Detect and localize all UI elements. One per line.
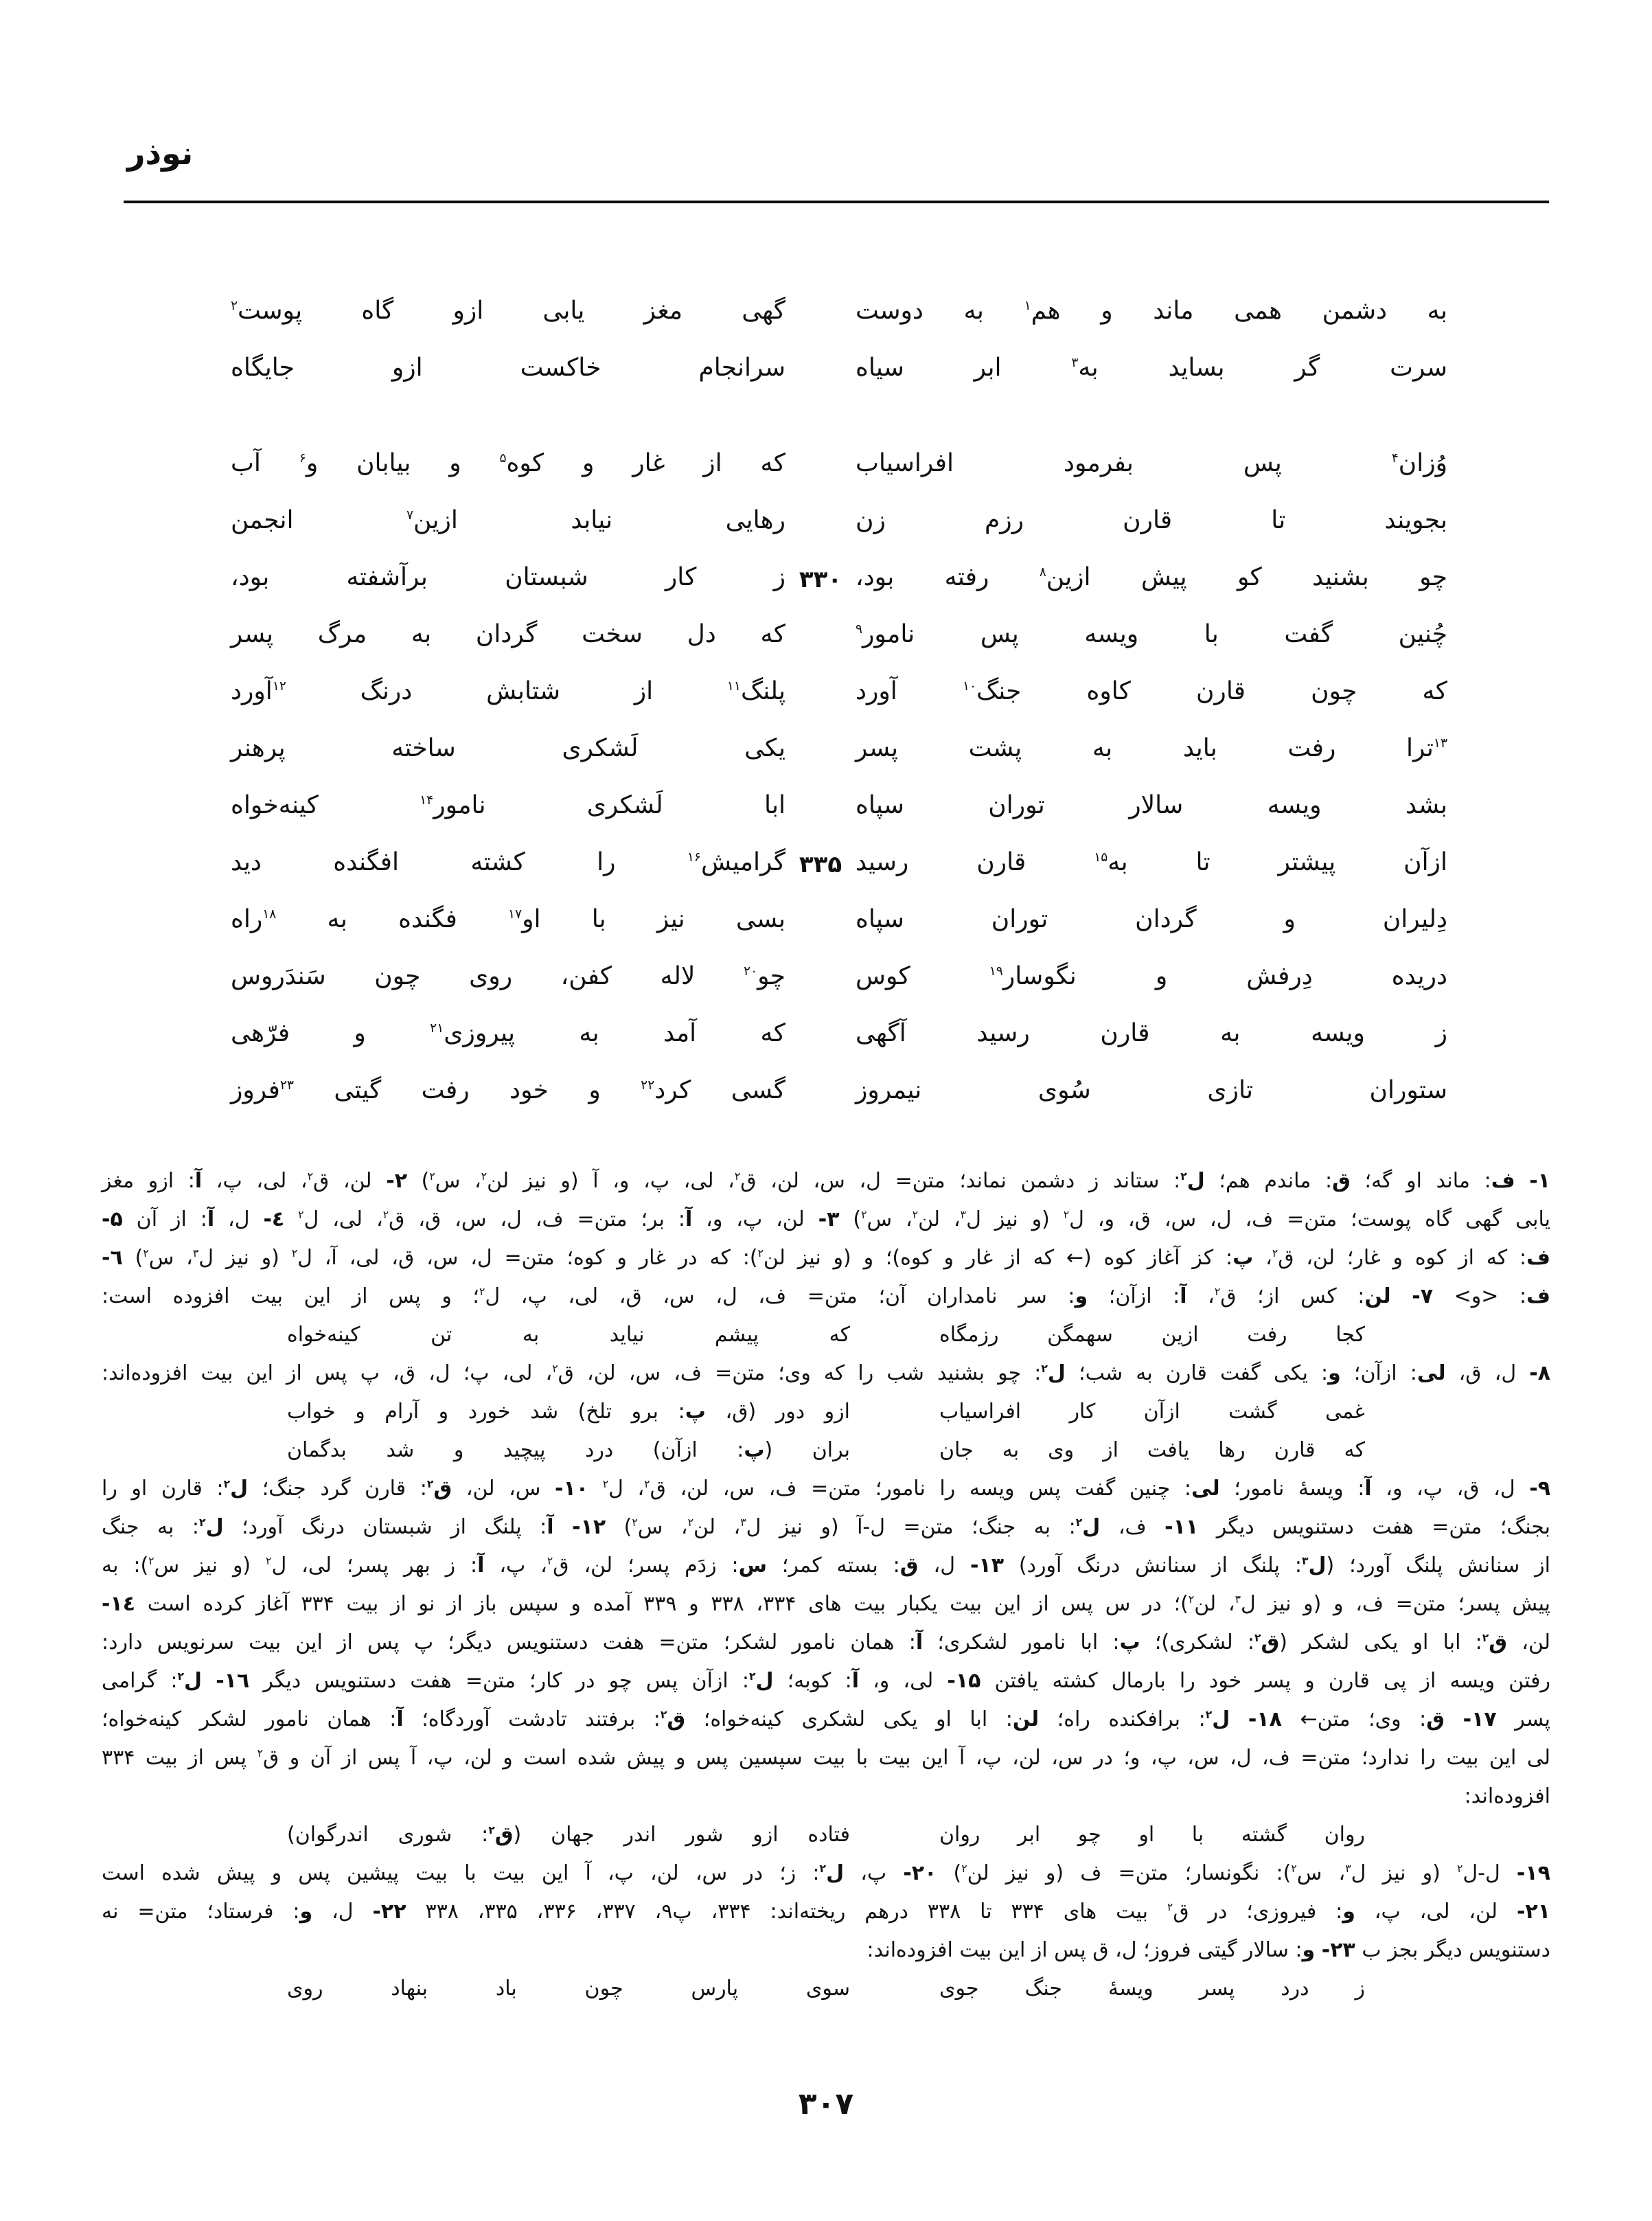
apparatus-line: لن، ق$^۲$: ابا او یکی لشکر (ق$^۲$: لشکری)؛ پ: ابا نامور لشکری؛ آ: همان نامور لشکر؛ متن= هفت دستنویس دیگر؛ پ پس از این بیت سرنویس دارد: (102, 1630, 1550, 1654)
verse-number (785, 734, 856, 737)
hemistich-right: بجویند تا قارن رزم زن (856, 506, 1447, 534)
verse-row (231, 1076, 1447, 1133)
apparatus-verse-left: فتاده ازو شور اندر جهان (ق$^۲$: شوری اندرگوان) (287, 1823, 850, 1847)
verse-row (231, 905, 1447, 962)
verse-row (231, 734, 1447, 791)
verse-row (231, 791, 1447, 848)
apparatus-verse-left: که پیشم نیاید به تن کینه‌خواه (287, 1323, 850, 1347)
verse-number (785, 297, 856, 299)
verse-number (785, 506, 856, 509)
poem-verses (231, 297, 1447, 1133)
verse-number: ۳۳۰ (799, 566, 842, 593)
hemistich-left: رهایی نیابد ازین$^۷$ انجمن (231, 506, 786, 534)
hemistich-right: به دشمن همی ماند و هم$^۱$ به دوست (856, 297, 1448, 325)
hemistich-right: ز ویسه به قارن رسید آگهی (856, 1019, 1447, 1047)
apparatus-verse-left: ازو دور (ق، پ: برو تلخ) شد خورد و آرام و خواب (287, 1400, 850, 1424)
verse-number (785, 449, 856, 452)
page-number: ۳۰۷ (798, 2086, 854, 2121)
hemistich-right: چُنین گفت با ویسه پس نامور$^۹$ (856, 620, 1447, 648)
apparatus-verse-line (102, 1316, 1550, 1354)
hemistich-right: ستوران تازی سُوی نیمروز (856, 1076, 1447, 1104)
verse-row (231, 620, 1447, 677)
verse-row (231, 1019, 1447, 1076)
verse-number (785, 677, 856, 680)
apparatus-line: از سنانش پلنگ آورد؛ (ل$^۳$: پلنگ از سنانش درنگ آورد) ۱۳- ل، ق: بسته کمر؛ س: زدَم پسر؛ لن، ق$^۲$، پ، آ: ز بهر پسر؛ لی، ل$^۲$ (و نیز س$^۲$): به (102, 1553, 1550, 1578)
critical-apparatus (102, 1162, 1550, 2008)
verse-row (231, 848, 1447, 905)
hemistich-left: پلنگ$^{۱۱}$ از شتابش درنگ $^{۱۲}$آورد (231, 677, 785, 705)
apparatus-line: ۱- ف: ماند او گه؛ ق: ماندم هم؛ ل$^۲$: ستاند ز دشمن نماند؛ متن= ل، س، لن، ق$^۲$، لی، پ، و، آ (و نیز لن$^۲$، س$^۲$) ۲- لن، ق$^۲$، لی، پ، آ: ازو مغز (102, 1169, 1550, 1193)
verse-row (231, 506, 1447, 563)
verse-row (231, 563, 1447, 620)
verse-number (785, 962, 856, 965)
hemistich-right: که چون قارن کاوه جنگ$^{۱۰}$ آورد (856, 677, 1447, 705)
apparatus-line: لی این بیت را ندارد؛ متن= ف، ل، س، پ، و؛ در س، لن، پ، آ این بیت با بیت سپسین پس و پیش شده است و لن، پ، آ پس از آن و ق$^۲$ پس از بیت ۳۳۴ (102, 1746, 1550, 1770)
hemistich-left: یکی لَشکری ساخته پرهنر (231, 734, 785, 762)
hemistich-left: گسی کرد$^{۲۲}$ و خود رفت گیتی $^{۲۳}$فروز (231, 1076, 785, 1104)
hemistich-right: دِلیران و گردان توران سپاه (856, 905, 1447, 933)
apparatus-line: یابی گهی گاه پوست؛ متن= ف، ل، س، ق، و، ل$^۲$ (و نیز ل$^۳$، لن$^۲$، س$^۲$) ۳- لن، پ، و، آ: بر؛ متن= ف، ل، س، ق، ق$^۲$، لی، ل$^۲$ ٤- ل، آ: از آن ۵- (102, 1207, 1550, 1231)
hemistich-left: گهی مغز یابی ازو گاه پوست$^۲$ (231, 297, 785, 325)
apparatus-line: ۲۱- لن، لی، پ، و: فیروزی؛ در ق$^۲$ بیت های ۳۳۴ تا ۳۳۸ درهم ریخته‌اند: ۳۳۴، پ۹، ۳۳۷، ۳۳۶، ۳۳۵، ۳۳۸ ۲۲- ل، و: فرستاد؛ متن= نه (102, 1900, 1551, 1924)
hemistich-left: گرامیش$^{۱۶}$ را کشته افگنده دید (231, 848, 785, 876)
apparatus-verse-right: که قارن رها یافت از وی به جان (939, 1438, 1365, 1462)
hemistich-left: که از غار و کوه$^۵$ و بیابان و$^۶$ آب (231, 449, 785, 477)
apparatus-line: ف: <و> ٧- لن: کس از؛ ق$^۲$، آ: ازآن؛ و: سر نامداران آن؛ متن= ف، ل، س، ق، لی، پ، ل$^۲$؛ و پس از این بیت افزوده است: (102, 1284, 1551, 1308)
apparatus-line: ف: که از کوه و غار؛ لن، ق$^۲$، پ: کز آغاز کوه (← که از غار و کوه)؛ و (و نیز لن$^۲$): که در غار و کوه؛ متن= ل، س، ق، لی، آ، ل$^۲$ (و نیز ل$^۳$، س$^۲$) ٦- (102, 1246, 1551, 1270)
apparatus-verse-left: سوی پارس چون باد بنهاد روی (287, 1977, 850, 2001)
page-header-title: نوذر (127, 135, 194, 172)
verse-number (785, 1076, 856, 1079)
header-rule (124, 201, 1549, 203)
verse-number (785, 905, 856, 908)
verse-number (785, 354, 856, 356)
verse-number: ۳۳۵ (799, 851, 842, 878)
verse-number (785, 791, 856, 794)
verse-number (785, 1019, 856, 1022)
apparatus-verse-right: روان گشته با او چو ابر روان (939, 1823, 1365, 1847)
hemistich-left: ابا لَشکری نامور$^{۱۴}$ کینه‌خواه (231, 791, 785, 819)
hemistich-left: بسی نیز با او$^{۱۷}$ فگنده به $^{۱۸}$راه (231, 905, 785, 933)
apparatus-verse-left: بران (پ: ازآن) درد پیچید و شد بدگمان (287, 1438, 850, 1462)
hemistich-right: بشد ویسه سالار توران سپاه (856, 791, 1447, 819)
apparatus-verse-right: ز درد پسر ویسهٔ جنگ جوی (939, 1977, 1365, 2001)
apparatus-line: دستنویس دیگر بجز ب ۲۳- و: سالار گیتی فروز؛ ل، ق پس از این بیت افزوده‌اند: (867, 1938, 1550, 1962)
verse-row (231, 449, 1447, 506)
apparatus-line: ۸- ل، ق، لی: ازآن؛ و: یکی گفت قارن به شب؛ ل$^۲$: چو بشنید شب را که وی؛ متن= ف، س، لن، ق$^۲$، لی، پ؛ ل، ق، پ پس از این بیت افزوده‌اند: (102, 1361, 1551, 1385)
hemistich-left: که دل سخت گردان به مرگ پسر (231, 620, 785, 648)
hemistich-left: که آمد به پیروزی$^{۲۱}$ و فرّهی (231, 1019, 785, 1047)
apparatus-line: پسر ١٧- ق: وی؛ متن← ١٨- ل$^۲$: برافکنده راه؛ لن: ابا او یکی لشکری کینه‌خواه؛ ق$^۲$: برفتند تادشت آوردگاه؛ آ: همان نامور لشکر کینه‌خواه؛ (102, 1707, 1550, 1731)
verse-number (785, 620, 856, 623)
hemistich-left: سرانجام خاکست ازو جایگاه (231, 354, 785, 382)
hemistich-right: وُزان$^۴$ پس بفرمود افراسیاب (856, 449, 1447, 477)
apparatus-line: پیش پسر؛ متن= ف، و (و نیز ل$^۳$، لن$^۲$)؛ در س پس از این بیت یکبار بیت های ۳۳۴، ۳۳۸ و ۳۳۹ آمده و سپس باز از نو از بیت ۳۳۴ آغاز کرده است ١٤- (102, 1592, 1551, 1616)
apparatus-verse-right: غمی گشت ازآن کار افراسیاب (939, 1400, 1365, 1424)
hemistich-left: ز کار شبستان برآشفته بود، (231, 563, 785, 591)
verse-row (231, 962, 1447, 1019)
hemistich-right: ازآن پیشتر تا به$^{۱۵}$ قارن رسید (856, 848, 1447, 876)
verse-row (231, 297, 1447, 354)
apparatus-line: بجنگ؛ متن= هفت دستنویس دیگر ۱۱- ف، ل$^۲$: به جنگ؛ متن= ل-آ (و نیز ل$^۳$، لن$^۲$، س$^۲$) ۱۲- آ: پلنگ از شبستان درنگ آورد؛ ل$^۲$: به جنگ (102, 1515, 1551, 1539)
apparatus-line: ۹- ل، ق، پ، و، آ: ویسهٔ نامور؛ لی: چنین گفت پس ویسه را نامور؛ متن= ف، س، لن، ق$^۲$، ل$^۲$ ۱۰- س، لن، ق$^۲$: قارن گرد جنگ؛ ل$^۲$: قارن او را (102, 1477, 1550, 1501)
hemistich-left: چو$^{۲۰}$ لاله کفن، روی چون سَندَروس (231, 962, 785, 990)
apparatus-line: ۱۹- ل-ل$^۲$ (و نیز ل$^۳$، س$^۲$): نگونسار؛ متن= ف (و نیز لن$^۲$) ۲۰- پ، ل$^۲$: ز؛ در س، لن، پ، آ این بیت با بیت پیشین پس و پیش شده است (102, 1861, 1550, 1885)
apparatus-line: افزوده‌اند: (1464, 1784, 1550, 1808)
apparatus-verse-line (102, 1816, 1550, 1854)
apparatus-verse-line (102, 1393, 1550, 1431)
verse-row (231, 677, 1447, 734)
hemistich-right: $^{۱۳}$ترا رفت باید به پشت پسر (856, 734, 1447, 762)
verse-row (231, 354, 1447, 411)
apparatus-line: رفتن ویسه از پی قارن و پسر خود را بارمال کشته یافتن ۱۵- لی، و، آ: کوبه؛ ل$^۲$: ازآن پس چو در کار؛ متن= هفت دستنویس دیگر ١٦- ل$^۲$: گرامی (102, 1669, 1550, 1693)
apparatus-verse-line (102, 1970, 1550, 2008)
hemistich-right: سرت گر بساید به$^۳$ ابر سیاه (856, 354, 1447, 382)
hemistich-right: چو بشنید کو پیش ازین$^۸$ رفته بود، (856, 563, 1447, 591)
apparatus-verse-line (102, 1431, 1550, 1470)
hemistich-right: دریده دِرفش و نگوسار$^{۱۹}$ کوس (856, 962, 1448, 990)
apparatus-verse-right: کجا رفت ازین سهمگن رزمگاه (939, 1323, 1365, 1347)
